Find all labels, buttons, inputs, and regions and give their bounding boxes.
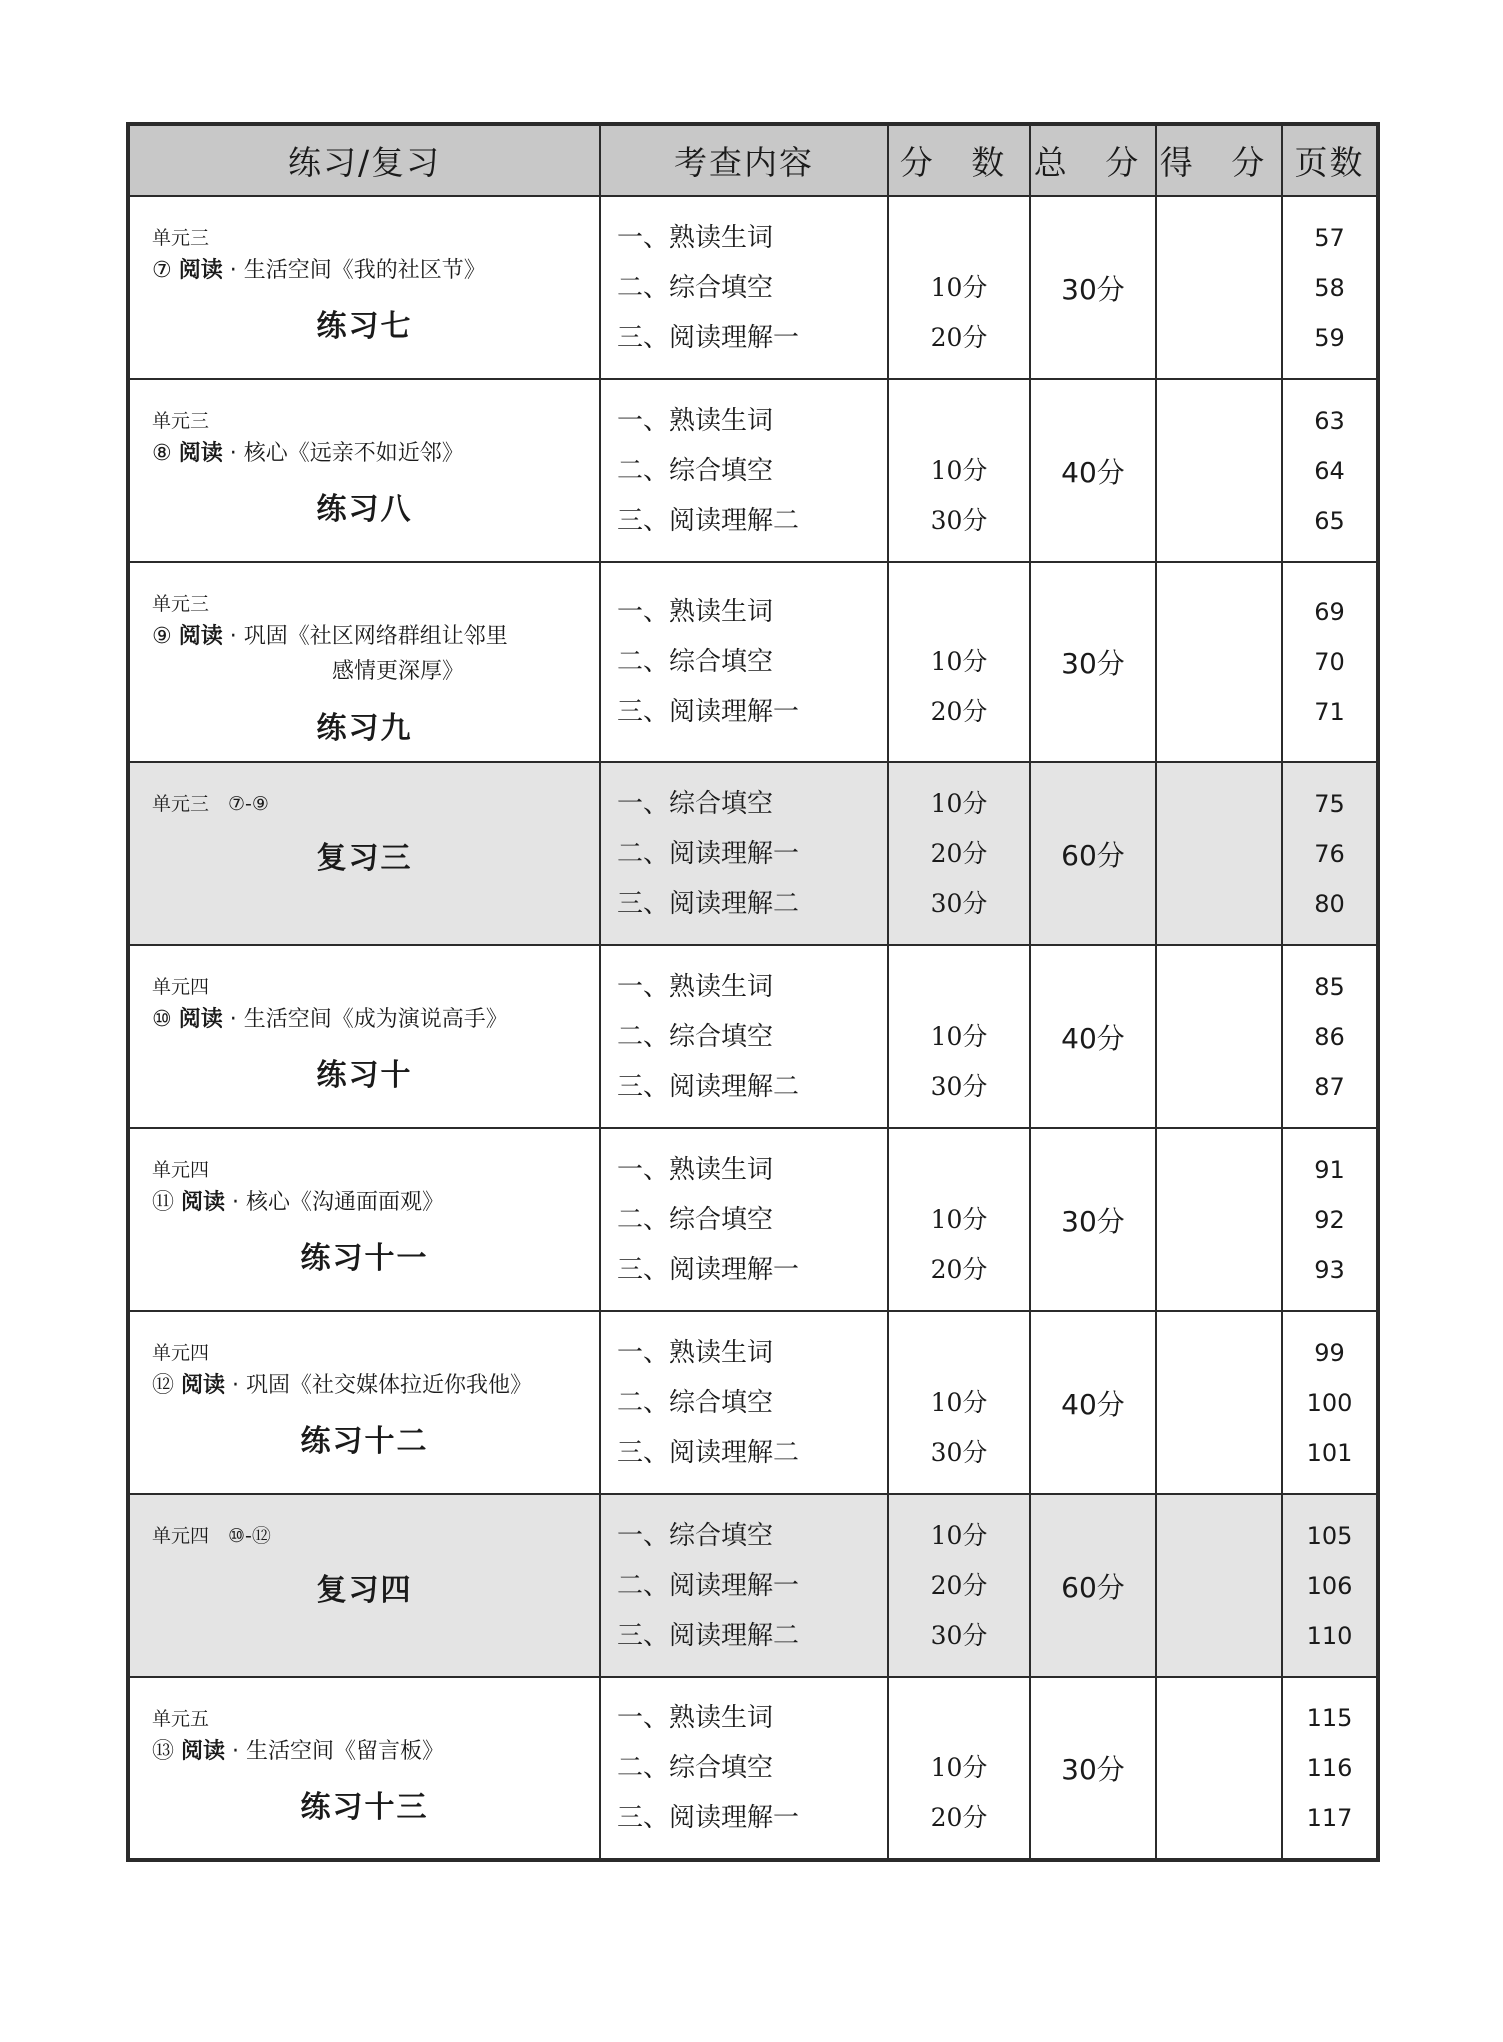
lesson-subtag: · 巩固: [229, 624, 288, 649]
content-item: 一、熟读生词: [617, 1337, 774, 1368]
content-cell: [600, 1311, 888, 1494]
page-number: 71: [1314, 698, 1345, 726]
header-score: 分 数: [888, 124, 1030, 196]
lesson-line: [152, 1368, 592, 1399]
obtained-cell[interactable]: [1156, 1128, 1282, 1311]
score-cell: [888, 1494, 1030, 1677]
score-item: 30分: [930, 1437, 988, 1467]
page-number: 115: [1306, 1704, 1353, 1732]
content-item: 二、综合填空: [617, 1753, 774, 1783]
content-item: 一、熟读生词: [617, 1154, 774, 1185]
lesson-line: [152, 436, 592, 467]
score-item: 30分: [930, 888, 988, 918]
exercise-name: 练习十二: [300, 1424, 429, 1459]
total-cell: 40分: [1030, 379, 1156, 562]
header-content: 考查内容: [600, 124, 888, 196]
content-item: 三、阅读理解一: [617, 1254, 800, 1285]
review-row: [128, 1494, 1378, 1677]
content-item: 一、综合填空: [617, 1520, 774, 1551]
obtained-cell[interactable]: [1156, 196, 1282, 379]
pages-cell: [1282, 562, 1378, 762]
header-pages: 页数: [1282, 124, 1378, 196]
total-cell: 30分: [1030, 1128, 1156, 1311]
table-row: [128, 1677, 1378, 1860]
lesson-title: 《社交媒体拉近你我他》: [290, 1373, 533, 1398]
unit-label: 单元五: [152, 1708, 210, 1730]
lesson-title: 《沟通面面观》: [290, 1190, 445, 1215]
page-number: 86: [1314, 1022, 1345, 1051]
score-item: 10分: [930, 788, 988, 818]
content-item: 一、熟读生词: [617, 971, 774, 1002]
content-item: 三、阅读理解二: [617, 1620, 800, 1651]
unit-label: 单元三: [152, 227, 210, 249]
lesson-number: ⑨: [152, 624, 172, 649]
score-cell: [888, 1677, 1030, 1860]
lesson-number: ⑧: [152, 441, 172, 466]
score-cell: [888, 562, 1030, 762]
lesson-line: [152, 1734, 592, 1765]
content-item: 一、熟读生词: [617, 1703, 774, 1733]
pages-cell: [1282, 945, 1378, 1128]
content-item: 三、阅读理解一: [617, 697, 800, 727]
content-item: 二、综合填空: [617, 1387, 774, 1418]
score-item: [889, 1145, 1029, 1195]
obtained-cell[interactable]: [1156, 562, 1282, 762]
pages-cell: [1282, 1677, 1378, 1860]
content-item: 三、阅读理解二: [617, 1071, 800, 1102]
review-name: 复习三: [316, 841, 413, 876]
score-item: [889, 587, 1029, 637]
content-item: 二、综合填空: [617, 647, 774, 677]
page-number: 85: [1314, 972, 1345, 1001]
unit-label: 单元三: [152, 410, 210, 432]
lesson-subtag: · 生活空间: [229, 258, 332, 283]
content-cell: [600, 562, 888, 762]
obtained-cell[interactable]: [1156, 1494, 1282, 1677]
content-item: 三、阅读理解一: [617, 1803, 800, 1833]
obtained-cell[interactable]: [1156, 1677, 1282, 1860]
exercise-name: 练习九: [316, 711, 413, 746]
content-item: 二、阅读理解一: [617, 838, 800, 869]
total-cell: 30分: [1030, 196, 1156, 379]
content-cell: [600, 945, 888, 1128]
score-cell: [888, 379, 1030, 562]
total-cell: 40分: [1030, 1311, 1156, 1494]
table-row: [128, 1311, 1378, 1494]
score-cell: [888, 1128, 1030, 1311]
content-item: 二、阅读理解一: [617, 1570, 800, 1601]
page-number: 117: [1306, 1804, 1353, 1832]
exercise-name: 练习十: [316, 1058, 413, 1093]
page-number: 69: [1314, 598, 1345, 626]
lesson-line: [152, 1185, 592, 1216]
content-item: 一、熟读生词: [617, 222, 774, 253]
lesson-subtag: · 生活空间: [229, 1007, 332, 1032]
lesson-title: 《成为演说高手》: [331, 1007, 508, 1032]
pages-cell: [1282, 379, 1378, 562]
page-number: 80: [1314, 889, 1345, 918]
score-item: 20分: [930, 697, 988, 726]
content-item: 三、阅读理解二: [617, 1437, 800, 1468]
page-number: 75: [1314, 789, 1345, 818]
score-cell: [888, 945, 1030, 1128]
lesson-subtag: · 巩固: [232, 1373, 291, 1398]
score-item: 10分: [930, 1021, 988, 1051]
score-item: 20分: [930, 322, 988, 352]
page-number: 110: [1306, 1621, 1353, 1650]
unit-label: 单元四 ⑩-⑫: [152, 1525, 271, 1547]
lesson-tag: 阅读: [181, 1190, 226, 1215]
content-item: 一、综合填空: [617, 788, 774, 819]
content-item: 二、综合填空: [617, 1021, 774, 1052]
lesson-number: ⑪: [152, 1190, 175, 1215]
score-item: [889, 396, 1029, 446]
lesson-number: ⑬: [152, 1739, 175, 1764]
total-cell: 30分: [1030, 1677, 1156, 1860]
content-item: 一、熟读生词: [617, 597, 774, 627]
score-item: [889, 213, 1029, 263]
total-cell: 40分: [1030, 945, 1156, 1128]
lesson-subtag: · 核心: [232, 1190, 291, 1215]
table-row: [128, 196, 1378, 379]
score-item: 10分: [930, 1520, 988, 1550]
lesson-tag: 阅读: [178, 258, 223, 283]
lesson-number: ⑩: [152, 1007, 172, 1032]
content-cell: [600, 1677, 888, 1860]
content-item: 二、综合填空: [617, 1204, 774, 1235]
exercise-name: 练习八: [316, 492, 413, 527]
exercise-table: [126, 122, 1380, 1862]
pages-cell: [1282, 1311, 1378, 1494]
review-name: 复习四: [316, 1573, 413, 1608]
score-item: 30分: [930, 1071, 988, 1101]
exercise-cell: [128, 562, 600, 762]
content-item: 二、综合填空: [617, 455, 774, 486]
score-item: 10分: [930, 455, 988, 485]
unit-label: 单元四: [152, 1159, 210, 1181]
score-item: 10分: [930, 1387, 988, 1417]
page-number: 92: [1314, 1205, 1345, 1234]
score-item: 20分: [930, 1803, 988, 1832]
page-number: 91: [1314, 1155, 1345, 1184]
pages-cell: [1282, 762, 1378, 945]
content-cell: [600, 762, 888, 945]
header-exercise: 练习/复习: [128, 124, 600, 196]
exercise-name: 练习七: [316, 309, 413, 344]
exercise-cell: [128, 379, 600, 562]
page-number: 70: [1314, 648, 1345, 676]
score-item: 20分: [930, 1254, 988, 1284]
obtained-cell[interactable]: [1156, 1311, 1282, 1494]
table-row: [128, 562, 1378, 762]
score-cell: [888, 1311, 1030, 1494]
page-number: 101: [1306, 1438, 1353, 1467]
page-number: 106: [1306, 1571, 1353, 1600]
score-cell: [888, 196, 1030, 379]
obtained-cell[interactable]: [1156, 762, 1282, 945]
review-row: [128, 762, 1378, 945]
lesson-line: [152, 1002, 592, 1033]
lesson-tag: 阅读: [181, 1373, 226, 1398]
exercise-cell: [128, 1677, 600, 1860]
total-cell: 60分: [1030, 1494, 1156, 1677]
content-item: 三、阅读理解一: [617, 322, 800, 353]
score-item: [889, 1693, 1029, 1743]
obtained-cell[interactable]: [1156, 379, 1282, 562]
page-number: 116: [1306, 1754, 1353, 1782]
lesson-number: ⑫: [152, 1373, 175, 1398]
lesson-title: 《我的社区节》: [331, 258, 486, 283]
review-cell: [128, 1494, 600, 1677]
exercise-cell: [128, 196, 600, 379]
header-total: 总 分: [1030, 124, 1156, 196]
score-item: [889, 1328, 1029, 1378]
unit-label: 单元三: [152, 593, 210, 615]
table-row: [128, 945, 1378, 1128]
content-cell: [600, 196, 888, 379]
lesson-subtag: · 核心: [229, 441, 288, 466]
page-number: 65: [1314, 506, 1345, 535]
score-item: 20分: [930, 838, 988, 868]
lesson-line: [152, 619, 592, 685]
review-cell: [128, 762, 600, 945]
pages-cell: [1282, 196, 1378, 379]
page-number: 63: [1314, 406, 1345, 435]
score-cell: [888, 762, 1030, 945]
content-cell: [600, 1128, 888, 1311]
lesson-tag: 阅读: [178, 441, 223, 466]
lesson-tag: 阅读: [178, 1007, 223, 1032]
content-item: 三、阅读理解二: [617, 888, 800, 919]
score-item: 20分: [930, 1570, 988, 1600]
page-number: 57: [1314, 223, 1345, 252]
page-number: 93: [1314, 1255, 1345, 1284]
exercise-cell: [128, 945, 600, 1128]
score-item: 30分: [930, 505, 988, 535]
score-item: 10分: [930, 1204, 988, 1234]
header-obtained: 得 分: [1156, 124, 1282, 196]
score-item: 10分: [930, 647, 988, 676]
lesson-line: [152, 253, 592, 284]
exercise-cell: [128, 1311, 600, 1494]
score-item: [889, 962, 1029, 1012]
content-item: 二、综合填空: [617, 272, 774, 303]
total-cell: 30分: [1030, 562, 1156, 762]
content-item: 三、阅读理解二: [617, 505, 800, 536]
page-number: 105: [1306, 1521, 1353, 1550]
page-number: 99: [1314, 1338, 1345, 1367]
total-cell: 60分: [1030, 762, 1156, 945]
exercise-cell: [128, 1128, 600, 1311]
pages-cell: [1282, 1494, 1378, 1677]
lesson-tag: 阅读: [178, 624, 223, 649]
exercise-table-sheet: [126, 122, 1376, 1862]
unit-label: 单元四: [152, 976, 210, 998]
lesson-tag: 阅读: [181, 1739, 226, 1764]
table-row: [128, 1128, 1378, 1311]
lesson-title: 《远亲不如近邻》: [287, 441, 464, 466]
page-number: 64: [1314, 456, 1345, 485]
lesson-number: ⑦: [152, 258, 172, 283]
score-item: 10分: [930, 272, 988, 302]
page-number: 76: [1314, 839, 1345, 868]
page-number: 87: [1314, 1072, 1345, 1101]
page-number: 58: [1314, 273, 1345, 302]
obtained-cell[interactable]: [1156, 945, 1282, 1128]
score-item: 10分: [930, 1753, 988, 1782]
content-cell: [600, 1494, 888, 1677]
page-number: 59: [1314, 323, 1345, 352]
exercise-name: 练习十一: [300, 1241, 429, 1276]
lesson-title: 《社区网络群组让邻里: [287, 624, 508, 649]
lesson-title: 《留言板》: [334, 1739, 445, 1764]
page-number: 100: [1306, 1388, 1353, 1417]
unit-label: 单元四: [152, 1342, 210, 1364]
table-header-row: [128, 124, 1378, 196]
table-row: [128, 379, 1378, 562]
score-item: 30分: [930, 1620, 988, 1650]
lesson-title-cont: 感情更深厚》: [332, 659, 465, 684]
pages-cell: [1282, 1128, 1378, 1311]
content-item: 一、熟读生词: [617, 405, 774, 436]
content-cell: [600, 379, 888, 562]
unit-label: 单元三 ⑦-⑨: [152, 793, 269, 815]
exercise-name: 练习十三: [300, 1790, 429, 1825]
lesson-subtag: · 生活空间: [232, 1739, 335, 1764]
